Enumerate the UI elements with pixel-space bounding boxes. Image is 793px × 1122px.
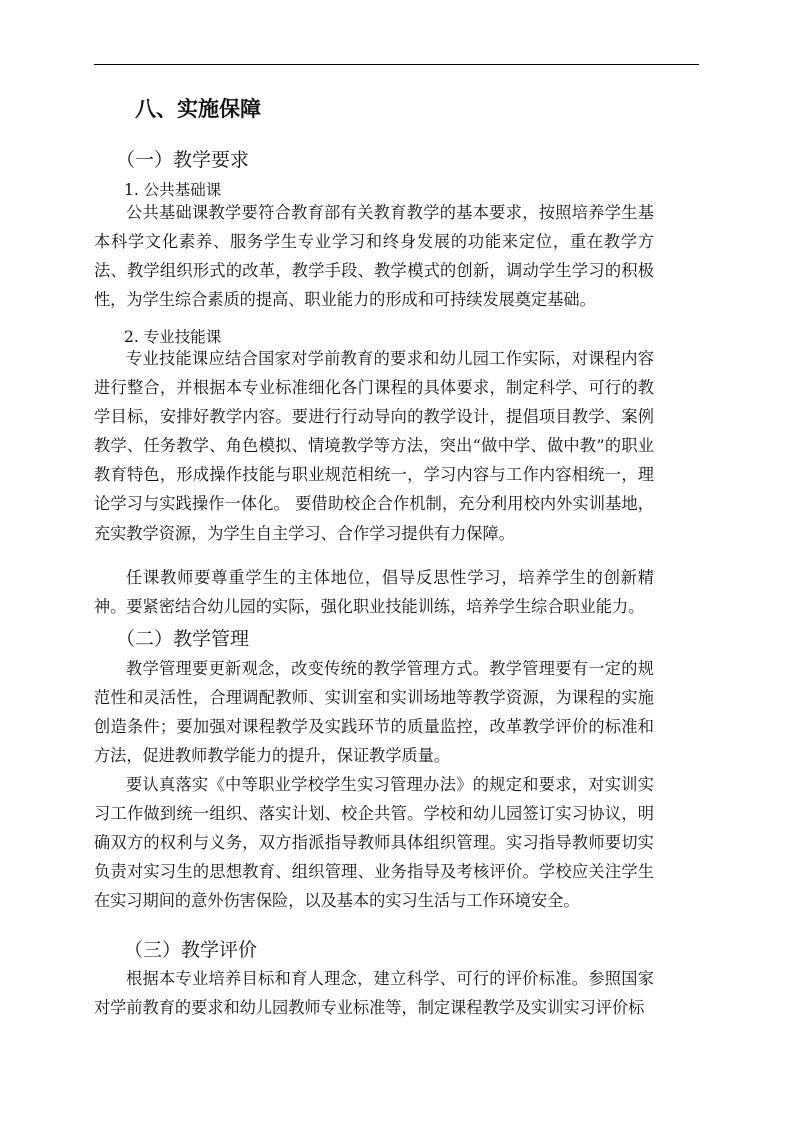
heading-teaching-management: （二）教学管理 [116,628,250,650]
paragraph-teaching-management: 教学管理要更新观念，改变传统的教学管理方式。教学管理要有一定的规范性和灵活性，合理调配教师、实训室和实训场地等教学资源，为课程的实施创造条件；要加强对课程教学及实践环节的质量监控，改革教学评价的标准和方法，促进教师教学能力的提升，保证教学质量。 [94,659,654,766]
heading-public-basic-courses: 1. 公共基础课 [124,181,222,199]
paragraph-professional-skill-courses: 专业技能课应结合国家对学前教育的要求和幼儿园工作实际，对课程内容进行整合，并根据本专业标准细化各门课程的具体要求，制定科学、可行的教学目标，安排好教学内容。要进行行动导向的教学设计，提倡项目教学、案例教学、任务教学、角色模拟、情境教学等方法，突出“做中学、做中教”的职业教育特色，形成操作技能与职业规范相统一，学习内容与工作内容相统一，理论学习与实践操作一体化。 要借助校企合作机制，充分利用校内外实训基地，充实教学资源，为学生自主学习、合作学习提供有力保障。 [94,349,654,543]
heading-professional-skill-courses: 2. 专业技能课 [124,328,222,346]
heading-teaching-evaluation: （三）教学评价 [124,939,258,961]
header-rule [94,64,699,65]
paragraph-public-basic-courses: 公共基础课教学要符合教育部有关教育教学的基本要求，按照培养学生基本科学文化素养、服务学生专业学习和终身发展的功能来定位，重在教学方法、教学组织形式的改革，教学手段、教学模式的创新，调动学生学习的积极性，为学生综合素质的提高、职业能力的形成和可持续发展奠定基础。 [94,203,654,310]
paragraph-teaching-evaluation: 根据本专业培养目标和育人理念，建立科学、可行的评价标准。参照国家对学前教育的要求和幼儿园教师专业标准等，制定课程教学及实训实习评价标 [94,969,654,1018]
paragraph-internship-management: 要认真落实《中等职业学校学生实习管理办法》的规定和要求，对实训实习工作做到统一组织、落实计划、校企共管。学校和幼儿园签订实习协议，明确双方的权利与义务，双方指派指导教师具体组织管理。实习指导教师要切实负责对实习生的思想教育、组织管理、业务指导及考核评价。学校应关注学生在实习期间的意外伤害保险，以及基本的实习生活与工作环境安全。 [94,775,654,911]
heading-teaching-requirements: （一）教学要求 [116,149,250,171]
section-title: 八、实施保障 [135,97,261,121]
paragraph-teacher-requirements: 任课教师要尊重学生的主体地位，倡导反思性学习，培养学生的创新精神。要紧密结合幼儿园的实际，强化职业技能训练，培养学生综合职业能力。 [94,568,654,617]
